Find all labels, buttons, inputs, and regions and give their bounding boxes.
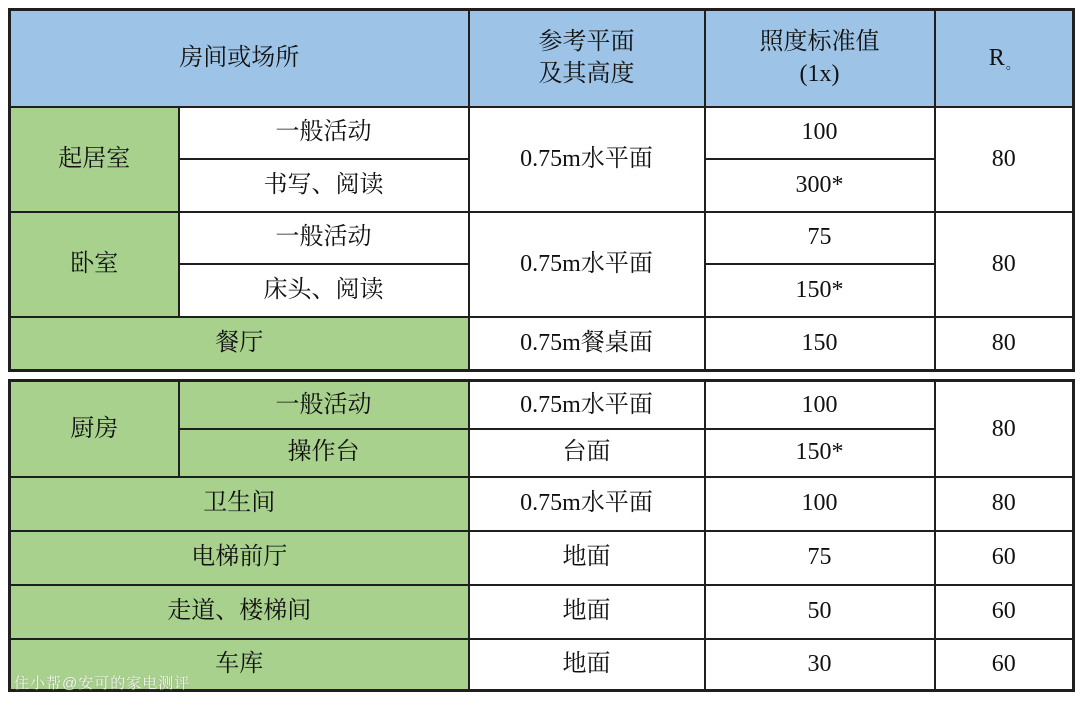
header-reference-plane — [469, 10, 705, 107]
table-row — [10, 381, 1074, 429]
cell-room-garage: 车库 — [10, 639, 469, 691]
header-room: 房间或场所 — [10, 10, 469, 107]
watermark: 住小帮@安可的家电测评 — [14, 675, 191, 692]
table-row — [10, 477, 1074, 531]
header-reference-plane-line1: 参考平面 — [538, 28, 635, 55]
cell-activity-kitchen-general: 一般活动 — [179, 381, 469, 429]
table-row — [10, 107, 1074, 159]
table-row — [10, 639, 1074, 691]
cell-ra-bedroom: 80 — [935, 212, 1074, 317]
cell-lux-corridor-stairs: 50 — [705, 585, 935, 639]
cell-room-bathroom: 卫生间 — [10, 477, 469, 531]
cell-ra-elevator-lobby: 60 — [935, 531, 1074, 585]
cell-activity-living-reading: 书写、阅读 — [179, 159, 469, 212]
header-row — [10, 10, 1074, 107]
cell-lux-garage: 30 — [705, 639, 935, 691]
cell-plane-corridor-stairs: 地面 — [469, 585, 705, 639]
cell-plane-bedroom: 0.75m水平面 — [469, 212, 705, 317]
cell-plane-bathroom: 0.75m水平面 — [469, 477, 705, 531]
table-row — [10, 585, 1074, 639]
cell-plane-kitchen-counter: 台面 — [469, 429, 705, 477]
cell-plane-elevator-lobby: 地面 — [469, 531, 705, 585]
cell-activity-living-general: 一般活动 — [179, 107, 469, 159]
cell-room-living-room: 起居室 — [10, 107, 179, 212]
cell-ra-bathroom: 80 — [935, 477, 1074, 531]
header-illuminance-line2: (1x) — [799, 61, 840, 88]
cell-room-corridor-stairs: 走道、楼梯间 — [10, 585, 469, 639]
cell-room-elevator-lobby: 电梯前厅 — [10, 531, 469, 585]
cell-lux-elevator-lobby: 75 — [705, 531, 935, 585]
header-illuminance-line1: 照度标准值 — [759, 28, 880, 55]
cell-activity-kitchen-counter: 操作台 — [179, 429, 469, 477]
cell-plane-kitchen-general: 0.75m水平面 — [469, 381, 705, 429]
header-ra-letter: R — [988, 45, 1005, 72]
table-row — [10, 212, 1074, 264]
cell-plane-garage: 地面 — [469, 639, 705, 691]
header-ra — [935, 10, 1074, 107]
cell-ra-corridor-stairs: 60 — [935, 585, 1074, 639]
cell-lux-bathroom: 100 — [705, 477, 935, 531]
cell-room-kitchen: 厨房 — [10, 381, 179, 477]
cell-lux-living-reading: 300* — [705, 159, 935, 212]
header-reference-plane-line2: 及其高度 — [538, 61, 635, 88]
cell-ra-kitchen: 80 — [935, 381, 1074, 477]
cell-ra-living-room: 80 — [935, 107, 1074, 212]
cell-plane-living-room: 0.75m水平面 — [469, 107, 705, 212]
cell-room-dining: 餐厅 — [10, 317, 469, 371]
header-ra-subscript: 。 — [1005, 58, 1020, 74]
cell-activity-bedroom-reading: 床头、阅读 — [179, 264, 469, 317]
cell-lux-dining: 150 — [705, 317, 935, 371]
cell-lux-bedroom-general: 75 — [705, 212, 935, 264]
cell-ra-dining: 80 — [935, 317, 1074, 371]
cell-lux-kitchen-counter: 150* — [705, 429, 935, 477]
cell-lux-kitchen-general: 100 — [705, 381, 935, 429]
cell-plane-dining: 0.75m餐桌面 — [469, 317, 705, 371]
header-illuminance — [705, 10, 935, 107]
cell-lux-living-general: 100 — [705, 107, 935, 159]
cell-room-bedroom: 卧室 — [10, 212, 179, 317]
cell-ra-garage: 60 — [935, 639, 1074, 691]
table-row — [10, 531, 1074, 585]
table-row — [10, 317, 1074, 371]
table-upper — [8, 8, 1075, 372]
table-lower — [8, 379, 1075, 692]
cell-lux-bedroom-reading: 150* — [705, 264, 935, 317]
cell-activity-bedroom-general: 一般活动 — [179, 212, 469, 264]
